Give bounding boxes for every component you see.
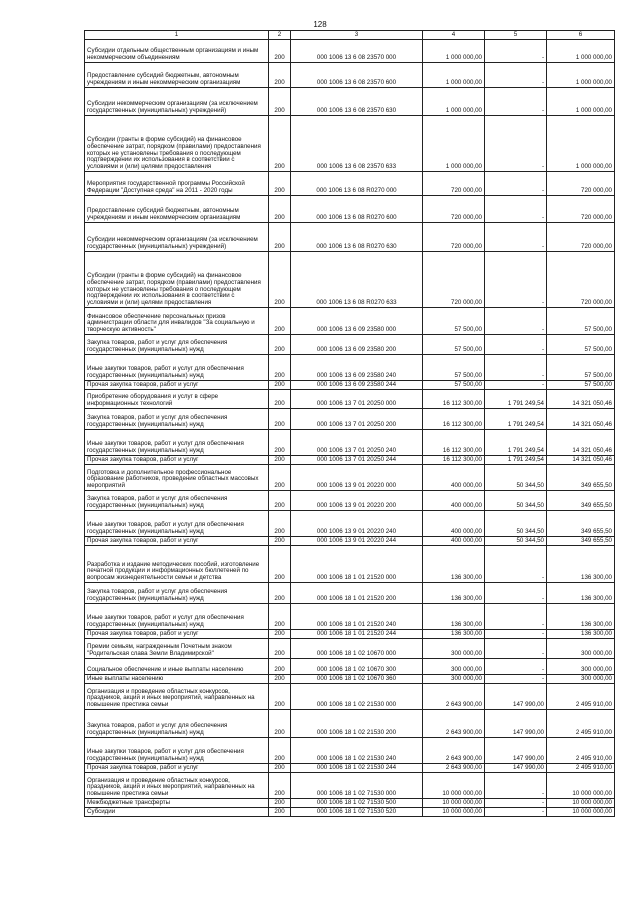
approved-amount-cell: 720 000,00 (423, 172, 485, 196)
column-header: 1 (85, 31, 269, 40)
item-name-cell: Закупка товаров, работ и услуг для обеспечения государственных (муниципальных) нужд (85, 409, 269, 430)
table-row (85, 430, 615, 456)
admin-code-cell: 200 (269, 355, 291, 381)
budget-code-cell: 000 1006 13 6 08 R0270 000 (291, 172, 423, 196)
item-name-cell: Закупка товаров, работ и услуг для обеспечения государственных (муниципальных) нужд (85, 583, 269, 604)
unexecuted-amount-cell: 2 495 910,00 (547, 738, 615, 764)
item-name-cell: Финансовое обеспечение персональных призов администрации области для инвалидов "За социальную и творческую активность" (85, 308, 269, 335)
item-name-cell: Межбюджетные трансферты (85, 799, 269, 808)
budget-code-cell: 000 1006 18 1 01 21520 200 (291, 583, 423, 604)
item-name-cell: Иные закупки товаров, работ и услуг для обеспечения государственных (муниципальных) нужд (85, 511, 269, 537)
admin-code-cell: 200 (269, 430, 291, 456)
unexecuted-amount-cell: 300 000,00 (547, 639, 615, 659)
item-name-cell: Прочая закупка товаров, работ и услуг (85, 764, 269, 773)
item-name-cell: Закупка товаров, работ и услуг для обеспечения государственных (муниципальных) нужд (85, 491, 269, 511)
table-row (85, 583, 615, 604)
budget-code-cell: 000 1006 18 1 02 21530 000 (291, 684, 423, 710)
admin-code-cell: 200 (269, 409, 291, 430)
table-row (85, 537, 615, 546)
table-row (85, 639, 615, 659)
executed-amount-cell: - (485, 546, 547, 583)
approved-amount-cell: 136 300,00 (423, 604, 485, 630)
unexecuted-amount-cell: 136 300,00 (547, 630, 615, 639)
approved-amount-cell: 2 643 900,00 (423, 710, 485, 738)
admin-code-cell: 200 (269, 511, 291, 537)
budget-code-cell: 000 1006 18 1 02 21530 240 (291, 738, 423, 764)
approved-amount-cell: 1 000 000,00 (423, 63, 485, 88)
item-name-cell: Закупка товаров, работ и услуг для обеспечения государственных (муниципальных) нужд (85, 710, 269, 738)
budget-code-cell: 000 1006 13 6 08 R0270 633 (291, 252, 423, 308)
approved-amount-cell: 57 500,00 (423, 308, 485, 335)
unexecuted-amount-cell: 10 000 000,00 (547, 808, 615, 817)
approved-amount-cell: 1 000 000,00 (423, 40, 485, 63)
table-row (85, 88, 615, 116)
approved-amount-cell: 300 000,00 (423, 675, 485, 684)
table-row (85, 196, 615, 223)
item-name-cell: Предоставление субсидий бюджетным, автономным учреждениям и иным некоммерческим организациям (85, 63, 269, 88)
executed-amount-cell: - (485, 808, 547, 817)
admin-code-cell: 200 (269, 773, 291, 799)
item-name-cell: Иные выплаты населению (85, 675, 269, 684)
table-row (85, 675, 615, 684)
budget-code-cell: 000 1006 13 6 09 23580 000 (291, 308, 423, 335)
unexecuted-amount-cell: 2 495 910,00 (547, 764, 615, 773)
item-name-cell: Иные закупки товаров, работ и услуг для обеспечения государственных (муниципальных) нужд (85, 355, 269, 381)
approved-amount-cell: 10 000 000,00 (423, 799, 485, 808)
table-row (85, 511, 615, 537)
budget-code-cell: 000 1006 13 6 08 R0270 630 (291, 223, 423, 252)
executed-amount-cell: - (485, 308, 547, 335)
budget-code-cell: 000 1006 13 9 01 20220 200 (291, 491, 423, 511)
admin-code-cell: 200 (269, 808, 291, 817)
column-header: 3 (291, 31, 423, 40)
executed-amount-cell: - (485, 88, 547, 116)
budget-code-cell: 000 1006 13 9 01 20220 240 (291, 511, 423, 537)
executed-amount-cell: - (485, 355, 547, 381)
table-row (85, 40, 615, 63)
budget-code-cell: 000 1006 18 1 01 21520 240 (291, 604, 423, 630)
table-row (85, 390, 615, 409)
admin-code-cell: 200 (269, 659, 291, 675)
column-header: 5 (485, 31, 547, 40)
approved-amount-cell: 1 000 000,00 (423, 116, 485, 172)
item-name-cell: Субсидии некоммерческим организациям (за исключением государственных (муниципальных) учреждений) (85, 223, 269, 252)
admin-code-cell: 200 (269, 710, 291, 738)
approved-amount-cell: 720 000,00 (423, 196, 485, 223)
budget-code-cell: 000 1006 18 1 02 71530 500 (291, 799, 423, 808)
table-row (85, 116, 615, 172)
unexecuted-amount-cell: 720 000,00 (547, 252, 615, 308)
item-name-cell: Субсидии некоммерческим организациям (за исключением государственных (муниципальных) учреждений) (85, 88, 269, 116)
unexecuted-amount-cell: 349 655,50 (547, 537, 615, 546)
item-name-cell: Закупка товаров, работ и услуг для обеспечения государственных (муниципальных) нужд (85, 335, 269, 355)
item-name-cell: Подготовка и дополнительное профессиональное образование работников, проведение областных массовых мероприятий (85, 465, 269, 491)
approved-amount-cell: 16 112 300,00 (423, 409, 485, 430)
approved-amount-cell: 2 643 900,00 (423, 738, 485, 764)
table-row (85, 773, 615, 799)
executed-amount-cell: - (485, 40, 547, 63)
unexecuted-amount-cell: 57 500,00 (547, 335, 615, 355)
item-name-cell: Предоставление субсидий бюджетным, автономным учреждениям и иным некоммерческим организациям (85, 196, 269, 223)
approved-amount-cell: 10 000 000,00 (423, 773, 485, 799)
table-row (85, 335, 615, 355)
item-name-cell: Субсидии отдельным общественным организациям и иным некоммерческим объединениям (85, 40, 269, 63)
item-name-cell: Прочая закупка товаров, работ и услуг (85, 381, 269, 390)
executed-amount-cell: 147 990,00 (485, 738, 547, 764)
budget-code-cell: 000 1006 18 1 01 21520 000 (291, 546, 423, 583)
executed-amount-cell: 1 791 249,54 (485, 430, 547, 456)
item-name-cell: Прочая закупка товаров, работ и услуг (85, 456, 269, 465)
approved-amount-cell: 720 000,00 (423, 252, 485, 308)
admin-code-cell: 200 (269, 116, 291, 172)
admin-code-cell: 200 (269, 335, 291, 355)
executed-amount-cell: 1 791 249,54 (485, 409, 547, 430)
table-row (85, 491, 615, 511)
unexecuted-amount-cell: 300 000,00 (547, 675, 615, 684)
budget-code-cell: 000 1006 13 6 08 23570 600 (291, 63, 423, 88)
admin-code-cell: 200 (269, 308, 291, 335)
unexecuted-amount-cell: 57 500,00 (547, 355, 615, 381)
approved-amount-cell: 2 643 900,00 (423, 684, 485, 710)
budget-code-cell: 000 1006 18 1 02 21530 200 (291, 710, 423, 738)
table-row (85, 630, 615, 639)
approved-amount-cell: 136 300,00 (423, 630, 485, 639)
executed-amount-cell: 147 990,00 (485, 710, 547, 738)
unexecuted-amount-cell: 2 495 910,00 (547, 710, 615, 738)
unexecuted-amount-cell: 14 321 050,46 (547, 409, 615, 430)
approved-amount-cell: 400 000,00 (423, 511, 485, 537)
unexecuted-amount-cell: 136 300,00 (547, 583, 615, 604)
budget-code-cell: 000 1006 13 9 01 20220 000 (291, 465, 423, 491)
budget-code-cell: 000 1006 13 6 09 23580 200 (291, 335, 423, 355)
page-number: 128 (313, 20, 327, 29)
item-name-cell: Прочая закупка товаров, работ и услуг (85, 537, 269, 546)
unexecuted-amount-cell: 57 500,00 (547, 308, 615, 335)
executed-amount-cell: 50 344,50 (485, 511, 547, 537)
budget-code-cell: 000 1006 13 6 09 23580 240 (291, 355, 423, 381)
admin-code-cell: 200 (269, 196, 291, 223)
approved-amount-cell: 57 500,00 (423, 335, 485, 355)
budget-code-cell: 000 1006 18 1 02 10670 000 (291, 639, 423, 659)
table-row (85, 738, 615, 764)
unexecuted-amount-cell: 1 000 000,00 (547, 116, 615, 172)
item-name-cell: Прочая закупка товаров, работ и услуг (85, 630, 269, 639)
unexecuted-amount-cell: 14 321 050,46 (547, 390, 615, 409)
approved-amount-cell: 16 112 300,00 (423, 390, 485, 409)
budget-code-cell: 000 1006 18 1 02 10670 300 (291, 659, 423, 675)
unexecuted-amount-cell: 14 321 050,46 (547, 456, 615, 465)
approved-amount-cell: 136 300,00 (423, 583, 485, 604)
admin-code-cell: 200 (269, 491, 291, 511)
admin-code-cell: 200 (269, 465, 291, 491)
table-row (85, 308, 615, 335)
budget-code-cell: 000 1006 13 6 08 R0270 600 (291, 196, 423, 223)
executed-amount-cell: - (485, 63, 547, 88)
admin-code-cell: 200 (269, 630, 291, 639)
unexecuted-amount-cell: 720 000,00 (547, 223, 615, 252)
item-name-cell: Иные закупки товаров, работ и услуг для обеспечения государственных (муниципальных) нужд (85, 604, 269, 630)
admin-code-cell: 200 (269, 639, 291, 659)
approved-amount-cell: 400 000,00 (423, 491, 485, 511)
budget-execution-table (84, 30, 615, 817)
budget-code-cell: 000 1006 13 6 08 23570 000 (291, 40, 423, 63)
approved-amount-cell: 136 300,00 (423, 546, 485, 583)
item-name-cell: Социальное обеспечение и иные выплаты населению (85, 659, 269, 675)
admin-code-cell: 200 (269, 390, 291, 409)
approved-amount-cell: 57 500,00 (423, 381, 485, 390)
table-row (85, 409, 615, 430)
executed-amount-cell: - (485, 630, 547, 639)
table-row (85, 799, 615, 808)
executed-amount-cell: 147 990,00 (485, 684, 547, 710)
unexecuted-amount-cell: 136 300,00 (547, 604, 615, 630)
budget-code-cell: 000 1006 13 7 01 20250 244 (291, 456, 423, 465)
executed-amount-cell: 1 791 249,54 (485, 456, 547, 465)
approved-amount-cell: 16 112 300,00 (423, 456, 485, 465)
executed-amount-cell: - (485, 381, 547, 390)
table-row (85, 808, 615, 817)
executed-amount-cell: - (485, 116, 547, 172)
admin-code-cell: 200 (269, 684, 291, 710)
item-name-cell: Премии семьям, награжденным Почетным знаком "Родительская слава Земли Владимирской" (85, 639, 269, 659)
budget-code-cell: 000 1006 18 1 02 71530 520 (291, 808, 423, 817)
table-row (85, 355, 615, 381)
admin-code-cell: 200 (269, 583, 291, 604)
item-name-cell: Иные закупки товаров, работ и услуг для обеспечения государственных (муниципальных) нужд (85, 738, 269, 764)
executed-amount-cell: - (485, 675, 547, 684)
executed-amount-cell: - (485, 252, 547, 308)
table-row (85, 684, 615, 710)
table-row (85, 659, 615, 675)
admin-code-cell: 200 (269, 40, 291, 63)
approved-amount-cell: 10 000 000,00 (423, 808, 485, 817)
item-name-cell: Субсидии (85, 808, 269, 817)
budget-code-cell: 000 1006 13 7 01 20250 000 (291, 390, 423, 409)
item-name-cell: Иные закупки товаров, работ и услуг для обеспечения государственных (муниципальных) нужд (85, 430, 269, 456)
budget-code-cell: 000 1006 13 7 01 20250 200 (291, 409, 423, 430)
unexecuted-amount-cell: 349 655,50 (547, 491, 615, 511)
approved-amount-cell: 400 000,00 (423, 465, 485, 491)
unexecuted-amount-cell: 349 655,50 (547, 511, 615, 537)
budget-code-cell: 000 1006 18 1 02 21530 244 (291, 764, 423, 773)
table-row (85, 252, 615, 308)
unexecuted-amount-cell: 1 000 000,00 (547, 63, 615, 88)
budget-code-cell: 000 1006 13 9 01 20220 244 (291, 537, 423, 546)
executed-amount-cell: - (485, 335, 547, 355)
executed-amount-cell: - (485, 604, 547, 630)
table-row (85, 604, 615, 630)
admin-code-cell: 200 (269, 764, 291, 773)
unexecuted-amount-cell: 349 655,50 (547, 465, 615, 491)
budget-code-cell: 000 1006 13 6 09 23580 244 (291, 381, 423, 390)
approved-amount-cell: 300 000,00 (423, 639, 485, 659)
executed-amount-cell: - (485, 799, 547, 808)
executed-amount-cell: - (485, 659, 547, 675)
budget-code-cell: 000 1006 13 7 01 20250 240 (291, 430, 423, 456)
item-name-cell: Мероприятия государственной программы Российской Федерации "Доступная среда" на 2011 - 2020 годы (85, 172, 269, 196)
admin-code-cell: 200 (269, 546, 291, 583)
admin-code-cell: 200 (269, 738, 291, 764)
table-row (85, 456, 615, 465)
column-number-row (85, 31, 615, 40)
executed-amount-cell: 50 344,50 (485, 465, 547, 491)
unexecuted-amount-cell: 57 500,00 (547, 381, 615, 390)
unexecuted-amount-cell: 720 000,00 (547, 196, 615, 223)
item-name-cell: Организация и проведение областных конкурсов, праздников, акций и иных мероприятий, направленных на повышение престижа семьи (85, 684, 269, 710)
item-name-cell: Приобретение оборудования и услуг в сфере информационных технологий (85, 390, 269, 409)
executed-amount-cell: - (485, 773, 547, 799)
unexecuted-amount-cell: 1 000 000,00 (547, 40, 615, 63)
admin-code-cell: 200 (269, 381, 291, 390)
admin-code-cell: 200 (269, 88, 291, 116)
executed-amount-cell: - (485, 172, 547, 196)
approved-amount-cell: 720 000,00 (423, 223, 485, 252)
unexecuted-amount-cell: 10 000 000,00 (547, 773, 615, 799)
admin-code-cell: 200 (269, 456, 291, 465)
table-row (85, 764, 615, 773)
table-row (85, 710, 615, 738)
approved-amount-cell: 2 643 900,00 (423, 764, 485, 773)
column-header: 4 (423, 31, 485, 40)
admin-code-cell: 200 (269, 799, 291, 808)
admin-code-cell: 200 (269, 252, 291, 308)
item-name-cell: Организация и проведение областных конкурсов, праздников, акций и иных мероприятий, направленных на повышение престижа семьи (85, 773, 269, 799)
executed-amount-cell: - (485, 583, 547, 604)
budget-code-cell: 000 1006 13 6 08 23570 630 (291, 88, 423, 116)
column-header: 6 (547, 31, 615, 40)
item-name-cell: Субсидии (гранты в форме субсидий) на финансовое обеспечение затрат, порядком (правилами) предоставления которых не установлены требования о последующем подтверждении их использования в соответствии с условиями и (или) целями предоставления (85, 252, 269, 308)
unexecuted-amount-cell: 1 000 000,00 (547, 88, 615, 116)
unexecuted-amount-cell: 720 000,00 (547, 172, 615, 196)
approved-amount-cell: 57 500,00 (423, 355, 485, 381)
executed-amount-cell: - (485, 223, 547, 252)
table-row (85, 172, 615, 196)
budget-code-cell: 000 1006 18 1 02 71530 000 (291, 773, 423, 799)
executed-amount-cell: 50 344,50 (485, 537, 547, 546)
admin-code-cell: 200 (269, 172, 291, 196)
approved-amount-cell: 400 000,00 (423, 537, 485, 546)
budget-code-cell: 000 1006 18 1 01 21520 244 (291, 630, 423, 639)
table-row (85, 223, 615, 252)
executed-amount-cell: - (485, 639, 547, 659)
table-row (85, 63, 615, 88)
admin-code-cell: 200 (269, 537, 291, 546)
table-row (85, 465, 615, 491)
budget-code-cell: 000 1006 18 1 02 10670 360 (291, 675, 423, 684)
table-row (85, 381, 615, 390)
unexecuted-amount-cell: 2 495 910,00 (547, 684, 615, 710)
budget-code-cell: 000 1006 13 6 08 23570 633 (291, 116, 423, 172)
column-header: 2 (269, 31, 291, 40)
admin-code-cell: 200 (269, 63, 291, 88)
unexecuted-amount-cell: 136 300,00 (547, 546, 615, 583)
approved-amount-cell: 300 000,00 (423, 659, 485, 675)
executed-amount-cell: 1 791 249,54 (485, 390, 547, 409)
admin-code-cell: 200 (269, 604, 291, 630)
admin-code-cell: 200 (269, 675, 291, 684)
item-name-cell: Субсидии (гранты в форме субсидий) на финансовое обеспечение затрат, порядком (правилами) предоставления которых не установлены требования о последующем подтверждении их использования в соответствии с условиями и (или) целями предоставления (85, 116, 269, 172)
unexecuted-amount-cell: 300 000,00 (547, 659, 615, 675)
approved-amount-cell: 1 000 000,00 (423, 88, 485, 116)
executed-amount-cell: 147 990,00 (485, 764, 547, 773)
unexecuted-amount-cell: 14 321 050,46 (547, 430, 615, 456)
item-name-cell: Разработка и издание методических пособий, изготовление печатной продукции и информационных бюллетеней по вопросам жизнедеятельности семьи и детства (85, 546, 269, 583)
table-row (85, 546, 615, 583)
executed-amount-cell: - (485, 196, 547, 223)
unexecuted-amount-cell: 10 000 000,00 (547, 799, 615, 808)
approved-amount-cell: 16 112 300,00 (423, 430, 485, 456)
admin-code-cell: 200 (269, 223, 291, 252)
executed-amount-cell: 50 344,50 (485, 491, 547, 511)
